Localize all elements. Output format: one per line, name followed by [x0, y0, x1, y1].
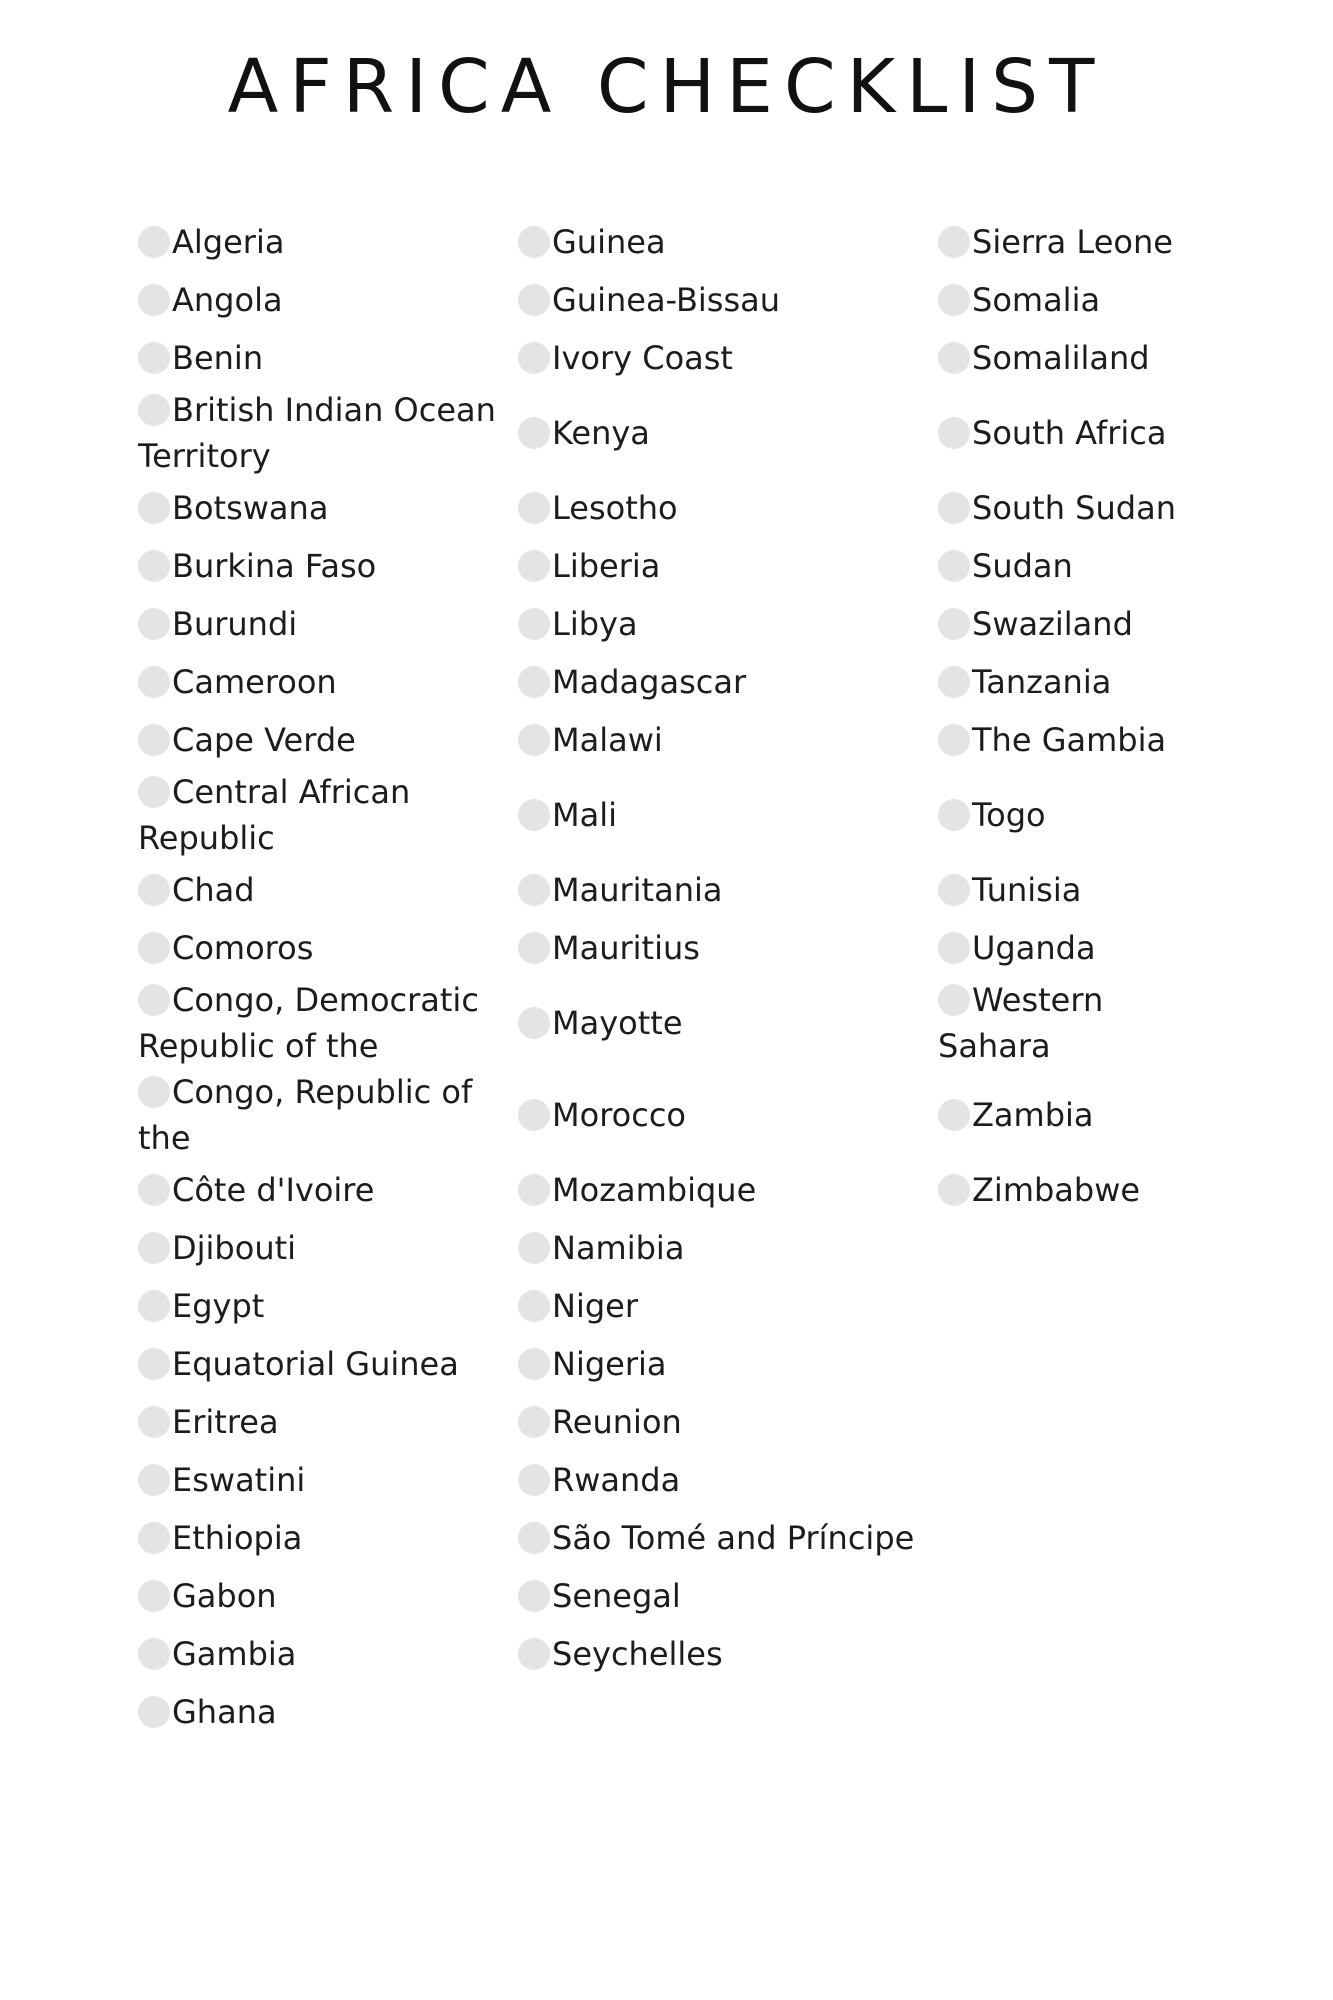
- checkbox-circle-icon[interactable]: [138, 1406, 170, 1438]
- empty-cell: [938, 1625, 1198, 1683]
- checklist-item[interactable]: [938, 653, 1198, 711]
- checklist-item[interactable]: [518, 329, 938, 387]
- checkbox-circle-icon[interactable]: [518, 874, 550, 906]
- country-label: Guinea-Bissau: [552, 281, 781, 319]
- checklist-item[interactable]: [518, 1451, 938, 1509]
- checklist-item[interactable]: [518, 387, 938, 479]
- checkbox-circle-icon[interactable]: [518, 1174, 550, 1206]
- empty-cell: [938, 1219, 1198, 1277]
- checkbox-circle-icon[interactable]: [138, 608, 170, 640]
- country-label: Mayotte: [552, 1004, 683, 1042]
- checklist-item[interactable]: [518, 479, 938, 537]
- checklist-item[interactable]: [138, 537, 518, 595]
- checklist-item[interactable]: [138, 711, 518, 769]
- checklist-item[interactable]: [518, 1567, 938, 1625]
- country-label: Gambia: [172, 1635, 297, 1673]
- country-label: Western Sahara: [938, 981, 1104, 1065]
- country-label: Morocco: [552, 1096, 686, 1134]
- checkbox-circle-icon[interactable]: [518, 1232, 550, 1264]
- checklist-item[interactable]: [138, 1567, 518, 1625]
- country-label: Congo, Republic of the: [138, 1073, 473, 1157]
- checklist-item[interactable]: [138, 1161, 518, 1219]
- checkbox-circle-icon[interactable]: [518, 284, 550, 316]
- checkbox-circle-icon[interactable]: [138, 1580, 170, 1612]
- country-label: Lesotho: [552, 489, 678, 527]
- checkbox-circle-icon[interactable]: [518, 1099, 550, 1131]
- checkbox-circle-icon[interactable]: [518, 1580, 550, 1612]
- checkbox-circle-icon[interactable]: [938, 608, 970, 640]
- empty-cell: [938, 1335, 1198, 1393]
- checkbox-circle-icon[interactable]: [138, 1522, 170, 1554]
- checklist-item[interactable]: [138, 1509, 518, 1567]
- checklist-item[interactable]: [138, 213, 518, 271]
- checklist-item[interactable]: [518, 1625, 938, 1683]
- checklist-item[interactable]: [938, 919, 1198, 977]
- country-label: Somalia: [972, 281, 1101, 319]
- checkbox-circle-icon[interactable]: [138, 1174, 170, 1206]
- checklist-item[interactable]: [938, 213, 1198, 271]
- country-label: Mauritius: [552, 929, 700, 967]
- checkbox-circle-icon[interactable]: [938, 226, 970, 258]
- country-label: Namibia: [552, 1229, 685, 1267]
- checkbox-circle-icon[interactable]: [518, 1464, 550, 1496]
- checklist-item[interactable]: [138, 861, 518, 919]
- country-label: Somaliland: [972, 339, 1150, 377]
- country-label: Cape Verde: [172, 721, 356, 759]
- country-label: Liberia: [552, 547, 661, 585]
- checklist-item[interactable]: [518, 769, 938, 861]
- checklist-item[interactable]: [138, 1683, 518, 1741]
- empty-cell: [938, 1567, 1198, 1625]
- checklist-item[interactable]: [138, 769, 518, 861]
- checklist-item[interactable]: [938, 711, 1198, 769]
- country-label: Uganda: [972, 929, 1096, 967]
- checklist-item[interactable]: [138, 595, 518, 653]
- checkbox-circle-icon[interactable]: [518, 608, 550, 640]
- checklist-item[interactable]: [138, 1625, 518, 1683]
- country-label: Equatorial Guinea: [172, 1345, 459, 1383]
- country-label: Congo, Democratic Republic of the: [138, 981, 479, 1065]
- empty-cell: [518, 1683, 938, 1741]
- checkbox-circle-icon[interactable]: [938, 984, 970, 1016]
- checklist-item[interactable]: [938, 977, 1198, 1069]
- empty-cell: [938, 1683, 1198, 1741]
- checkbox-circle-icon[interactable]: [938, 417, 970, 449]
- checklist-item[interactable]: [138, 271, 518, 329]
- country-label: Mozambique: [552, 1171, 757, 1209]
- checklist-item[interactable]: [938, 387, 1198, 479]
- checkbox-circle-icon[interactable]: [138, 984, 170, 1016]
- checklist-item[interactable]: [938, 1069, 1198, 1161]
- country-label: Madagascar: [552, 663, 747, 701]
- country-label: São Tomé and Príncipe: [552, 1519, 915, 1557]
- checkbox-circle-icon[interactable]: [138, 666, 170, 698]
- empty-cell: [938, 1277, 1198, 1335]
- country-label: Sudan: [972, 547, 1073, 585]
- checkbox-circle-icon[interactable]: [138, 932, 170, 964]
- checklist-item[interactable]: [938, 271, 1198, 329]
- checklist-item[interactable]: [518, 653, 938, 711]
- checklist-item[interactable]: [518, 1277, 938, 1335]
- checkbox-circle-icon[interactable]: [518, 417, 550, 449]
- country-label: Zimbabwe: [972, 1171, 1141, 1209]
- country-label: Benin: [172, 339, 264, 377]
- country-label: Zambia: [972, 1096, 1094, 1134]
- country-label: Malawi: [552, 721, 663, 759]
- checklist-item[interactable]: [138, 1335, 518, 1393]
- checkbox-circle-icon[interactable]: [138, 724, 170, 756]
- checkbox-circle-icon[interactable]: [518, 1348, 550, 1380]
- checkbox-circle-icon[interactable]: [138, 776, 170, 808]
- checkbox-circle-icon[interactable]: [518, 1522, 550, 1554]
- country-label: Cameroon: [172, 663, 337, 701]
- checkbox-circle-icon[interactable]: [938, 492, 970, 524]
- checkbox-circle-icon[interactable]: [138, 1232, 170, 1264]
- checkbox-circle-icon[interactable]: [518, 550, 550, 582]
- checklist-item[interactable]: [138, 479, 518, 537]
- checkbox-circle-icon[interactable]: [138, 492, 170, 524]
- checklist-item[interactable]: [938, 769, 1198, 861]
- country-label: Nigeria: [552, 1345, 667, 1383]
- checklist-item[interactable]: [518, 977, 938, 1069]
- checkbox-circle-icon[interactable]: [518, 666, 550, 698]
- checkbox-circle-icon[interactable]: [518, 1406, 550, 1438]
- page-title: AFRICA CHECKLIST: [227, 44, 1106, 130]
- country-label: Rwanda: [552, 1461, 681, 1499]
- checkbox-circle-icon[interactable]: [138, 550, 170, 582]
- country-label: Algeria: [172, 223, 285, 261]
- checklist-item[interactable]: [518, 1393, 938, 1451]
- checklist-item[interactable]: [518, 1069, 938, 1161]
- checkbox-circle-icon[interactable]: [938, 342, 970, 374]
- country-label: Comoros: [172, 929, 314, 967]
- country-label: British Indian Ocean Territory: [138, 391, 496, 475]
- checklist-grid: [138, 213, 1198, 1741]
- country-label: Tunisia: [972, 871, 1082, 909]
- country-label: Kenya: [552, 414, 650, 452]
- checklist-item[interactable]: [138, 653, 518, 711]
- country-label: Ethiopia: [172, 1519, 303, 1557]
- checkbox-circle-icon[interactable]: [518, 1638, 550, 1670]
- checkbox-circle-icon[interactable]: [138, 1464, 170, 1496]
- checkbox-circle-icon[interactable]: [138, 284, 170, 316]
- checklist-item[interactable]: [518, 919, 938, 977]
- country-label: Sierra Leone: [972, 223, 1173, 261]
- checkbox-circle-icon[interactable]: [938, 666, 970, 698]
- country-label: Egypt: [172, 1287, 265, 1325]
- country-label: Mauritania: [552, 871, 723, 909]
- checkbox-circle-icon[interactable]: [138, 1076, 170, 1108]
- checklist-item[interactable]: [938, 595, 1198, 653]
- country-label: Senegal: [552, 1577, 681, 1615]
- checklist-item[interactable]: [518, 1509, 938, 1567]
- checkbox-circle-icon[interactable]: [138, 226, 170, 258]
- checklist-item[interactable]: [518, 271, 938, 329]
- checkbox-circle-icon[interactable]: [138, 1290, 170, 1322]
- checkbox-circle-icon[interactable]: [938, 932, 970, 964]
- checkbox-circle-icon[interactable]: [938, 724, 970, 756]
- checklist-item[interactable]: [938, 1161, 1198, 1219]
- country-label: Côte d'Ivoire: [172, 1171, 375, 1209]
- country-label: Reunion: [552, 1403, 682, 1441]
- checkbox-circle-icon[interactable]: [938, 874, 970, 906]
- empty-cell: [938, 1451, 1198, 1509]
- checkbox-circle-icon[interactable]: [138, 1696, 170, 1728]
- checklist-item[interactable]: [518, 861, 938, 919]
- checkbox-circle-icon[interactable]: [518, 226, 550, 258]
- country-label: Chad: [172, 871, 255, 909]
- country-label: Togo: [972, 796, 1046, 834]
- checkbox-circle-icon[interactable]: [518, 724, 550, 756]
- checklist-item[interactable]: [138, 1069, 518, 1161]
- empty-cell: [938, 1509, 1198, 1567]
- checkbox-circle-icon[interactable]: [518, 932, 550, 964]
- checklist-item[interactable]: [138, 1219, 518, 1277]
- checkbox-circle-icon[interactable]: [938, 1099, 970, 1131]
- checkbox-circle-icon[interactable]: [518, 799, 550, 831]
- country-label: Tanzania: [972, 663, 1112, 701]
- checklist-item[interactable]: [138, 387, 518, 479]
- checkbox-circle-icon[interactable]: [138, 1348, 170, 1380]
- country-label: Guinea: [552, 223, 666, 261]
- checkbox-circle-icon[interactable]: [518, 492, 550, 524]
- country-label: Swaziland: [972, 605, 1133, 643]
- checklist-item[interactable]: [138, 1393, 518, 1451]
- checklist-item[interactable]: [518, 1219, 938, 1277]
- country-label: Seychelles: [552, 1635, 723, 1673]
- country-label: Eswatini: [172, 1461, 306, 1499]
- checkbox-circle-icon[interactable]: [938, 550, 970, 582]
- country-label: Ivory Coast: [552, 339, 733, 377]
- country-label: South Sudan: [972, 489, 1176, 527]
- country-label: Niger: [552, 1287, 638, 1325]
- checkbox-circle-icon[interactable]: [138, 394, 170, 426]
- country-label: Djibouti: [172, 1229, 297, 1267]
- checklist-item[interactable]: [138, 1451, 518, 1509]
- checkbox-circle-icon[interactable]: [938, 1174, 970, 1206]
- country-label: South Africa: [972, 414, 1167, 452]
- checklist-item[interactable]: [938, 479, 1198, 537]
- checkbox-circle-icon[interactable]: [938, 284, 970, 316]
- checklist-item[interactable]: [518, 213, 938, 271]
- country-label: The Gambia: [972, 721, 1167, 759]
- checkbox-circle-icon[interactable]: [518, 342, 550, 374]
- checkbox-circle-icon[interactable]: [518, 1290, 550, 1322]
- checkbox-circle-icon[interactable]: [138, 874, 170, 906]
- checklist-item[interactable]: [938, 329, 1198, 387]
- checklist-item[interactable]: [518, 711, 938, 769]
- country-label: Mali: [552, 796, 617, 834]
- checklist-item[interactable]: [938, 861, 1198, 919]
- checklist-item[interactable]: [138, 977, 518, 1069]
- checklist-item[interactable]: [518, 537, 938, 595]
- checkbox-circle-icon[interactable]: [138, 342, 170, 374]
- country-label: Burkina Faso: [172, 547, 377, 585]
- checklist-item[interactable]: [138, 329, 518, 387]
- checklist-item[interactable]: [138, 919, 518, 977]
- country-label: Eritrea: [172, 1403, 279, 1441]
- checklist-item[interactable]: [518, 1335, 938, 1393]
- checklist-item[interactable]: [518, 595, 938, 653]
- empty-cell: [938, 1393, 1198, 1451]
- checklist-item[interactable]: [518, 1161, 938, 1219]
- checkbox-circle-icon[interactable]: [518, 1007, 550, 1039]
- country-label: Central African Republic: [138, 773, 411, 857]
- checklist-item[interactable]: [938, 537, 1198, 595]
- checkbox-circle-icon[interactable]: [138, 1638, 170, 1670]
- country-label: Botswana: [172, 489, 329, 527]
- country-label: Ghana: [172, 1693, 277, 1731]
- country-label: Libya: [552, 605, 638, 643]
- checkbox-circle-icon[interactable]: [938, 799, 970, 831]
- country-label: Angola: [172, 281, 283, 319]
- country-label: Gabon: [172, 1577, 277, 1615]
- country-label: Burundi: [172, 605, 298, 643]
- checklist-item[interactable]: [138, 1277, 518, 1335]
